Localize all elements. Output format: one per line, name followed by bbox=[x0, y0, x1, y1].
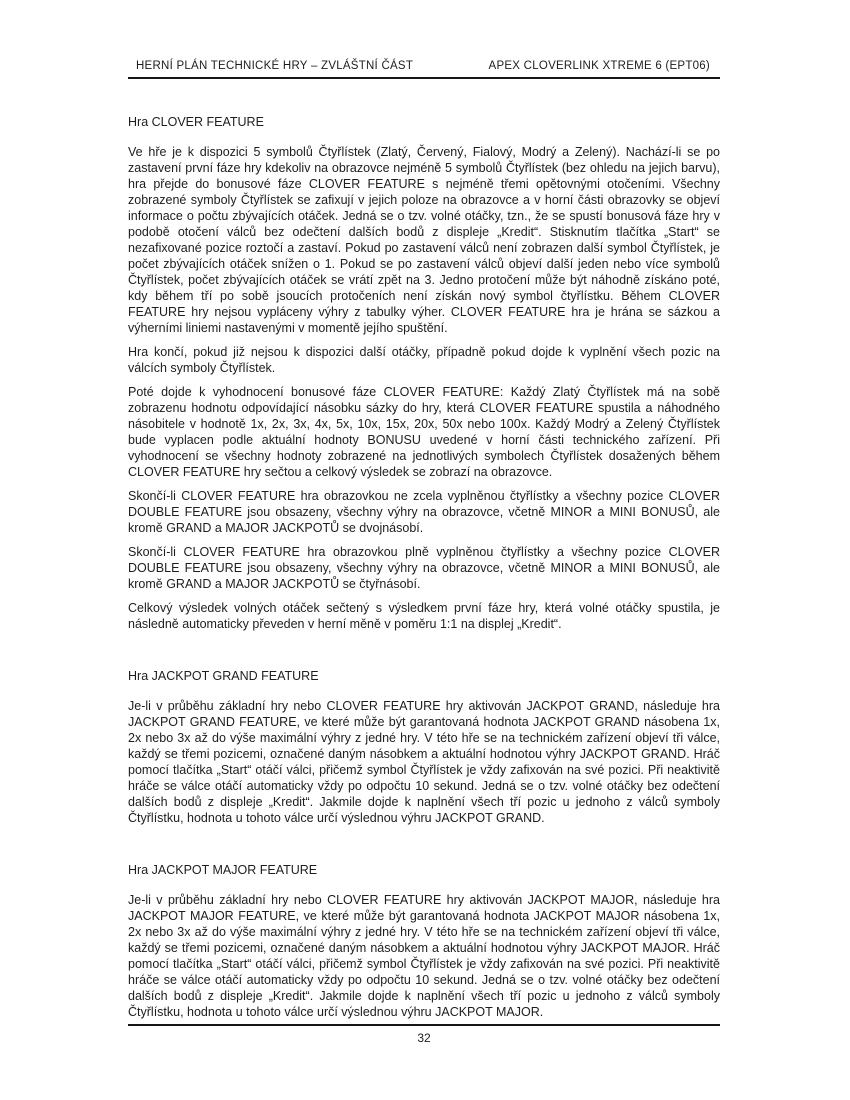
paragraph: Skončí-li CLOVER FEATURE hra obrazovkou ne zcela vyplněnou čtyřlístky a všechny pozice CLOVER DOUBLE FEATURE jsou obsazeny, všechny výhry na obrazovce, včetně MINOR a MINI BONUSŮ, ale kromě GRAND a MAJOR JACKPOTŮ se dvojnásobí. bbox=[128, 489, 720, 535]
paragraph: Celkový výsledek volných otáček sečtený s výsledkem první fáze hry, která volné otáčky spustila, je následně automaticky převeden v herní měně v poměru 1:1 na displej „Kredit“. bbox=[128, 601, 720, 631]
header-right-title: APEX CLOVERLINK XTREME 6 (EPT06) bbox=[488, 60, 710, 72]
header-rule bbox=[128, 77, 720, 79]
paragraph: Poté dojde k vyhodnocení bonusové fáze CLOVER FEATURE: Každý Zlatý Čtyřlístek má na sobě zobrazenu hodnotu odpovídající násobku sázky do hry, která CLOVER FEATURE spustila a náhodného násobitele v hodnotě 1x, 2x, 3x, 4x, 5x, 10x, 15x, 20x, 50x nebo 100x. Každý Modrý a Zelený Čtyřlístek bude vyplacen podle aktuální hodnoty BONUSU uvedené v horní části technického zařízení. Při vyhodnocení se všechny hodnoty zobrazené na jednotlivých symbolech Čtyřlístek dosažených během CLOVER FEATURE hry sečtou a celkový výsledek se zobrazí na obrazovce. bbox=[128, 385, 720, 479]
paragraph: Je-li v průběhu základní hry nebo CLOVER FEATURE hry aktivován JACKPOT GRAND, následuje hra JACKPOT GRAND FEATURE, ve které může být garantovaná hodnota JACKPOT GRAND násobena 1x, 2x nebo 3x až do výše maximální výhry z jedné hry. V této hře se na technickém zařízení objeví tři válce, každý se třemi pozicemi, označené daným násobkem a aktuální hodnotou výhry JACKPOT GRAND. Hráč pomocí tlačítka „Start“ otáčí válci, přičemž symbol Čtyřlístek je vždy zafixován na své pozici. Při neaktivitě hráče se válce otáčí automaticky vždy po odpočtu 10 sekund. Jedná se o tzv. volné otáčky bez odečtení dalších bodů z displeje „Kredit“. Jakmile dojde k naplnění všech tří pozic u jednoho z válců symboly Čtyřlístku, hodnota u tohoto válce určí výslednou výhru JACKPOT GRAND. bbox=[128, 699, 720, 825]
section-heading-jackpot-major-feature: Hra JACKPOT MAJOR FEATURE bbox=[128, 863, 318, 877]
section-heading-clover-feature: Hra CLOVER FEATURE bbox=[128, 115, 264, 129]
paragraph: Skončí-li CLOVER FEATURE hra obrazovkou plně vyplněnou čtyřlístky a všechny pozice CLOVER DOUBLE FEATURE jsou obsazeny, všechny výhry na obrazovce, včetně MINOR a MINI BONUSŮ, ale kromě GRAND a MAJOR JACKPOTŮ se čtyřnásobí. bbox=[128, 545, 720, 591]
section-jackpot-grand-feature bbox=[128, 668, 720, 826]
section-jackpot-major-feature bbox=[128, 862, 720, 1020]
paragraph: Ve hře je k dispozici 5 symbolů Čtyřlístek (Zlatý, Červený, Fialový, Modrý a Zelený). Nachází-li se po zastavení první fáze hry kdekoliv na obrazovce nejméně 5 symbolů Čtyřlístek (bez ohledu na jejich barvu), hra přejde do bonusové fáze CLOVER FEATURE s nejméně třemi opětovnými otočeními. Všechny zobrazené symboly Čtyřlístek se zafixují v jejich poloze na obrazovce a v horní části obrazovky se objeví informace o počtu zbývajících otáček. Jedná se o tzv. volné otáčky, tzn., že se spustí bonusová fáze hry v podobě otočení válců bez odečtení dalších bodů z displeje „Kredit“. Stisknutím tlačítka „Start“ se nezafixované pozice roztočí a zastaví. Pokud po zastavení válců není zobrazen další symbol Čtyřlístek, je počet zbývajících otáček snížen o 1. Pokud se po zastavení válců objeví další jeden nebo více symbolů Čtyřlístek, počet zbývajících otáček se vrátí zpět na 3. Jedno protočení může být náhodně získáno poté, kdy během tří po sobě jsoucích protočeních není získán nový symbol čtyřlístku. Během CLOVER FEATURE hry nejsou vypláceny výhry z tabulky výher. CLOVER FEATURE hra je hrána se sázkou a výherními liniemi nastavenými v momentě jejího spuštění. bbox=[128, 145, 720, 335]
page-content bbox=[128, 0, 720, 1020]
paragraph: Hra končí, pokud již nejsou k dispozici další otáčky, případně pokud dojde k vyplnění všech pozic na válcích symboly Čtyřlístek. bbox=[128, 345, 720, 375]
page-number: 32 bbox=[417, 1031, 431, 1045]
document-body bbox=[128, 114, 720, 1020]
footer-rule bbox=[128, 1024, 720, 1026]
page-header bbox=[128, 0, 720, 72]
page-footer bbox=[128, 1024, 720, 1045]
section-heading-jackpot-grand-feature: Hra JACKPOT GRAND FEATURE bbox=[128, 669, 319, 683]
section-clover-feature bbox=[128, 114, 720, 632]
header-left-title: HERNÍ PLÁN TECHNICKÉ HRY – ZVLÁŠTNÍ ČÁST bbox=[136, 60, 414, 72]
paragraph: Je-li v průběhu základní hry nebo CLOVER FEATURE hry aktivován JACKPOT MAJOR, následuje hra JACKPOT MAJOR FEATURE, ve které může být garantovaná hodnota JACKPOT MAJOR násobena 1x, 2x nebo 3x až do výše maximální výhry z jedné hry. V této hře se na technickém zařízení objeví tři válce, každý se třemi pozicemi, označené daným násobkem a aktuální hodnotou výhry JACKPOT MAJOR. Hráč pomocí tlačítka „Start“ otáčí válci, přičemž symbol Čtyřlístek je vždy zafixován na své pozici. Při neaktivitě hráče se válce otáčí automaticky vždy po odpočtu 10 sekund. Jedná se o tzv. volné otáčky bez odečtení dalších bodů z displeje „Kredit“. Jakmile dojde k naplnění všech tří pozic u jednoho z válců symboly Čtyřlístku, hodnota u tohoto válce určí výslednou výhru JACKPOT MAJOR. bbox=[128, 893, 720, 1019]
